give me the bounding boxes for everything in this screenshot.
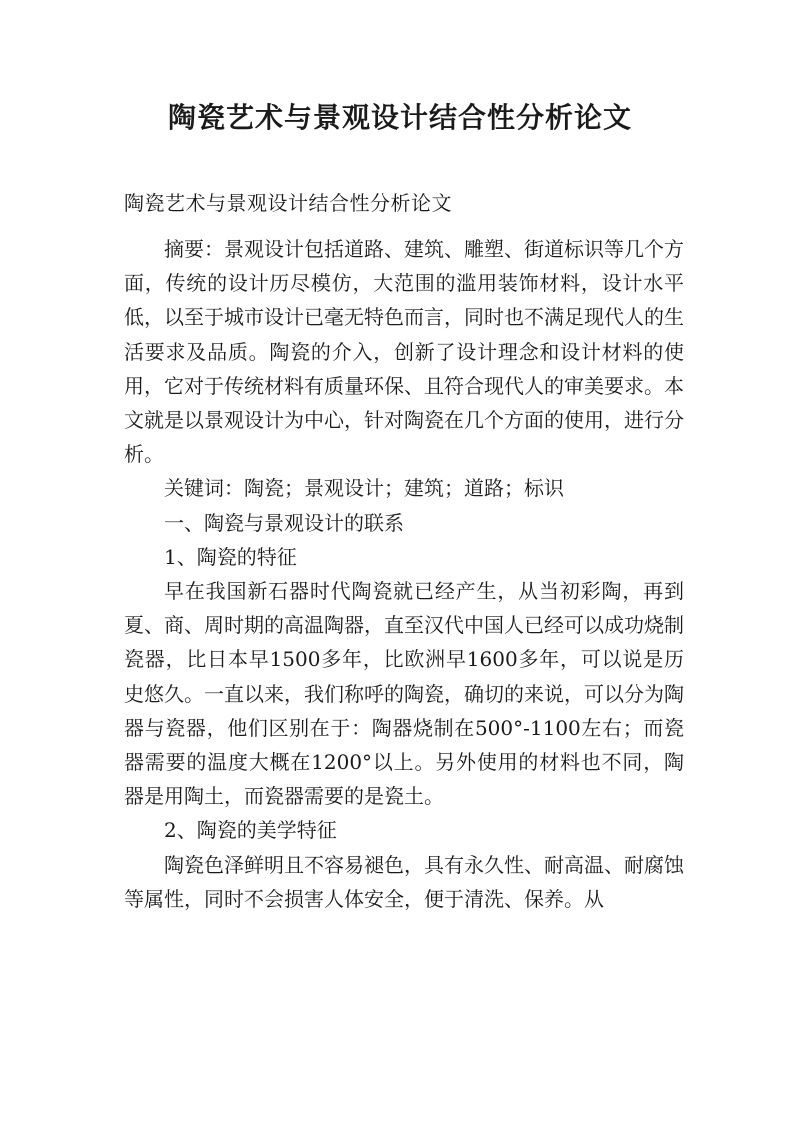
document-subtitle: 陶瓷艺术与景观设计结合性分析论文 [124, 191, 452, 215]
body-paragraph-2: 陶瓷色泽鲜明且不容易褪色，具有永久性、耐高温、耐腐蚀等属性，同时不会损害人体安全，便于清洗、保养。从 [124, 852, 684, 911]
body-paragraph-1: 早在我国新石器时代陶瓷就已经产生，从当初彩陶，再到夏、商、周时期的高温陶器，直至汉代中国人已经可以成功烧制瓷器，比日本早1500多年，比欧洲早1600多年，可以说是历史悠久。一直以来，我们称呼的陶瓷，确切的来说，可以分为陶器与瓷器，他们区别在于：陶器烧制在500°-1100左右；而瓷器需要的温度大概在1200°以上。另外使用的材料也不同，陶器是用陶土，而瓷器需要的是瓷土。 [124, 579, 684, 809]
subsection-heading-1: 1、陶瓷的特征 [164, 544, 297, 569]
document-body [124, 232, 684, 916]
abstract-paragraph: 摘要：景观设计包括道路、建筑、雕塑、街道标识等几个方面，传统的设计历尽模仿，大范围的滥用装饰材料，设计水平低，以至于城市设计已毫无特色而言，同时也不满足现代人的生活要求及品质。陶瓷的介入，创新了设计理念和设计材料的使用，它对于传统材料有质量环保、且符合现代人的审美要求。本文就是以景观设计为中心，针对陶瓷在几个方面的使用，进行分析。 [124, 237, 684, 467]
subsection-heading-2: 2、陶瓷的美学特征 [164, 818, 337, 843]
keywords-line: 关键词：陶瓷；景观设计；建筑；道路；标识 [164, 476, 564, 501]
document-title: 陶瓷艺术与景观设计结合性分析论文 [167, 101, 632, 134]
section-heading-1: 一、陶瓷与景观设计的联系 [164, 510, 404, 535]
